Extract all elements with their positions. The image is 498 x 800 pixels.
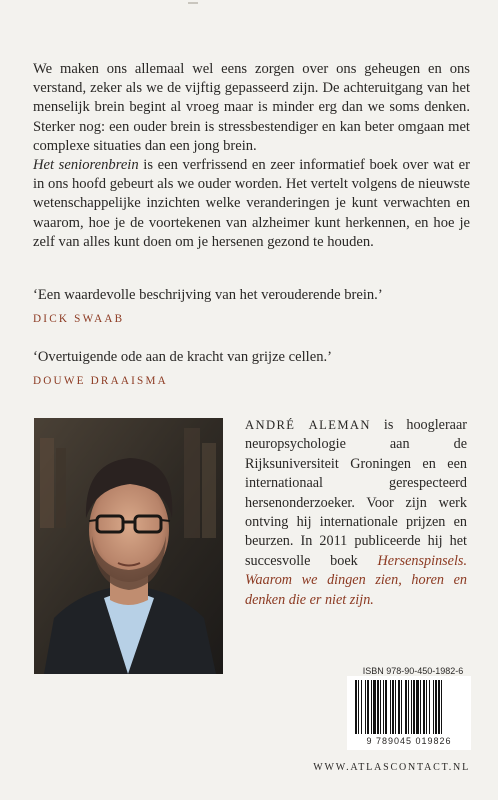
barcode-bar (416, 680, 419, 734)
barcode-bar (435, 680, 437, 734)
barcode-bar (361, 680, 362, 734)
blurb-paragraph (33, 60, 470, 252)
barcode-bar (377, 680, 379, 734)
author-portrait-image (34, 418, 223, 674)
author-name: ANDRÉ ALEMAN (245, 418, 371, 432)
top-edge-mark (188, 2, 198, 4)
barcode-bar (380, 680, 381, 734)
barcode-bar (429, 680, 430, 734)
isbn-label: ISBN 978-90-450-1982-6 (362, 666, 464, 676)
barcode-bar (413, 680, 415, 734)
author-photo (34, 418, 223, 674)
quote-text: ‘Overtuigende ode aan de kracht van grijze cellen.’ (33, 349, 333, 365)
barcode-bar (398, 680, 400, 734)
bio-text: is hoogleraar neuropsychologie aan de Rijksuniversiteit Groningen en een internationaal gerespecteerd hersenonderzoeker. Voor zijn werk ontving hij internationale prijzen en beurzen. In 2011 publiceerde hij het succesvolle boek (245, 417, 468, 569)
quote-text: ‘Een waardevolle beschrijving van het verouderende brein.’ (33, 287, 383, 303)
barcode-bar (408, 680, 409, 734)
barcode-bar (373, 680, 376, 734)
barcode-bars (347, 676, 471, 736)
review-quote-2 (33, 348, 473, 391)
barcode-bar (405, 680, 407, 734)
barcode-bar (355, 680, 357, 734)
barcode-bar (401, 680, 402, 734)
barcode-bar (385, 680, 387, 734)
barcode-bar (438, 680, 440, 734)
barcode-bar (423, 680, 425, 734)
barcode-bar (426, 680, 427, 734)
barcode-bar (365, 680, 366, 734)
review-quote-1 (33, 286, 473, 329)
book-title: Het seniorenbrein (33, 157, 139, 174)
blurb-description: is een verfrissend en zeer informatief boek over wat er in ons hoofd gebeurt als we ouder worden. Het vertelt volgens de nieuwste wetenschappelijke inzichten welke veranderingen je kunt verwachten en waarom, hoe je de voortekenen van alzheimer kunt herkennen, en hoe je zelf van alles kunt doen om je hersenen gezond te houden. (33, 157, 470, 250)
barcode-bar (395, 680, 396, 734)
barcode-bar (411, 680, 412, 734)
publisher-website: WWW.ATLASCONTACT.NL (313, 762, 470, 773)
barcode-bar (390, 680, 391, 734)
barcode-bar (367, 680, 369, 734)
barcode-bar (433, 680, 434, 734)
barcode-bar (383, 680, 384, 734)
barcode-number: 9 789045 019826 (347, 736, 471, 746)
quote-author: DOUWE DRAAISMA (33, 375, 168, 387)
barcode-bar (371, 680, 372, 734)
previous-book-title: Hersenspinsels. Waarom we dingen zien, horen en denken die er niet zijn. (245, 552, 467, 608)
barcode-bar (358, 680, 359, 734)
blurb-intro: We maken ons allemaal wel eens zorgen over ons geheugen en ons verstand, zeker als we de vijftig gepasseerd zijn. De achteruitgang van het menselijk brein begint al vroeg maar is minder erg dan we soms denken. Sterker nog: een ouder brein is stressbestendiger en kan beter omgaan met complexe situaties dan een jong brein. (33, 61, 470, 154)
barcode-bar (420, 680, 421, 734)
back-cover-blurb (33, 60, 470, 252)
barcode-bar (392, 680, 394, 734)
quote-author: DICK SWAAB (33, 313, 125, 325)
bio-paragraph (245, 416, 467, 610)
barcode-bar (441, 680, 442, 734)
author-bio (245, 416, 467, 610)
